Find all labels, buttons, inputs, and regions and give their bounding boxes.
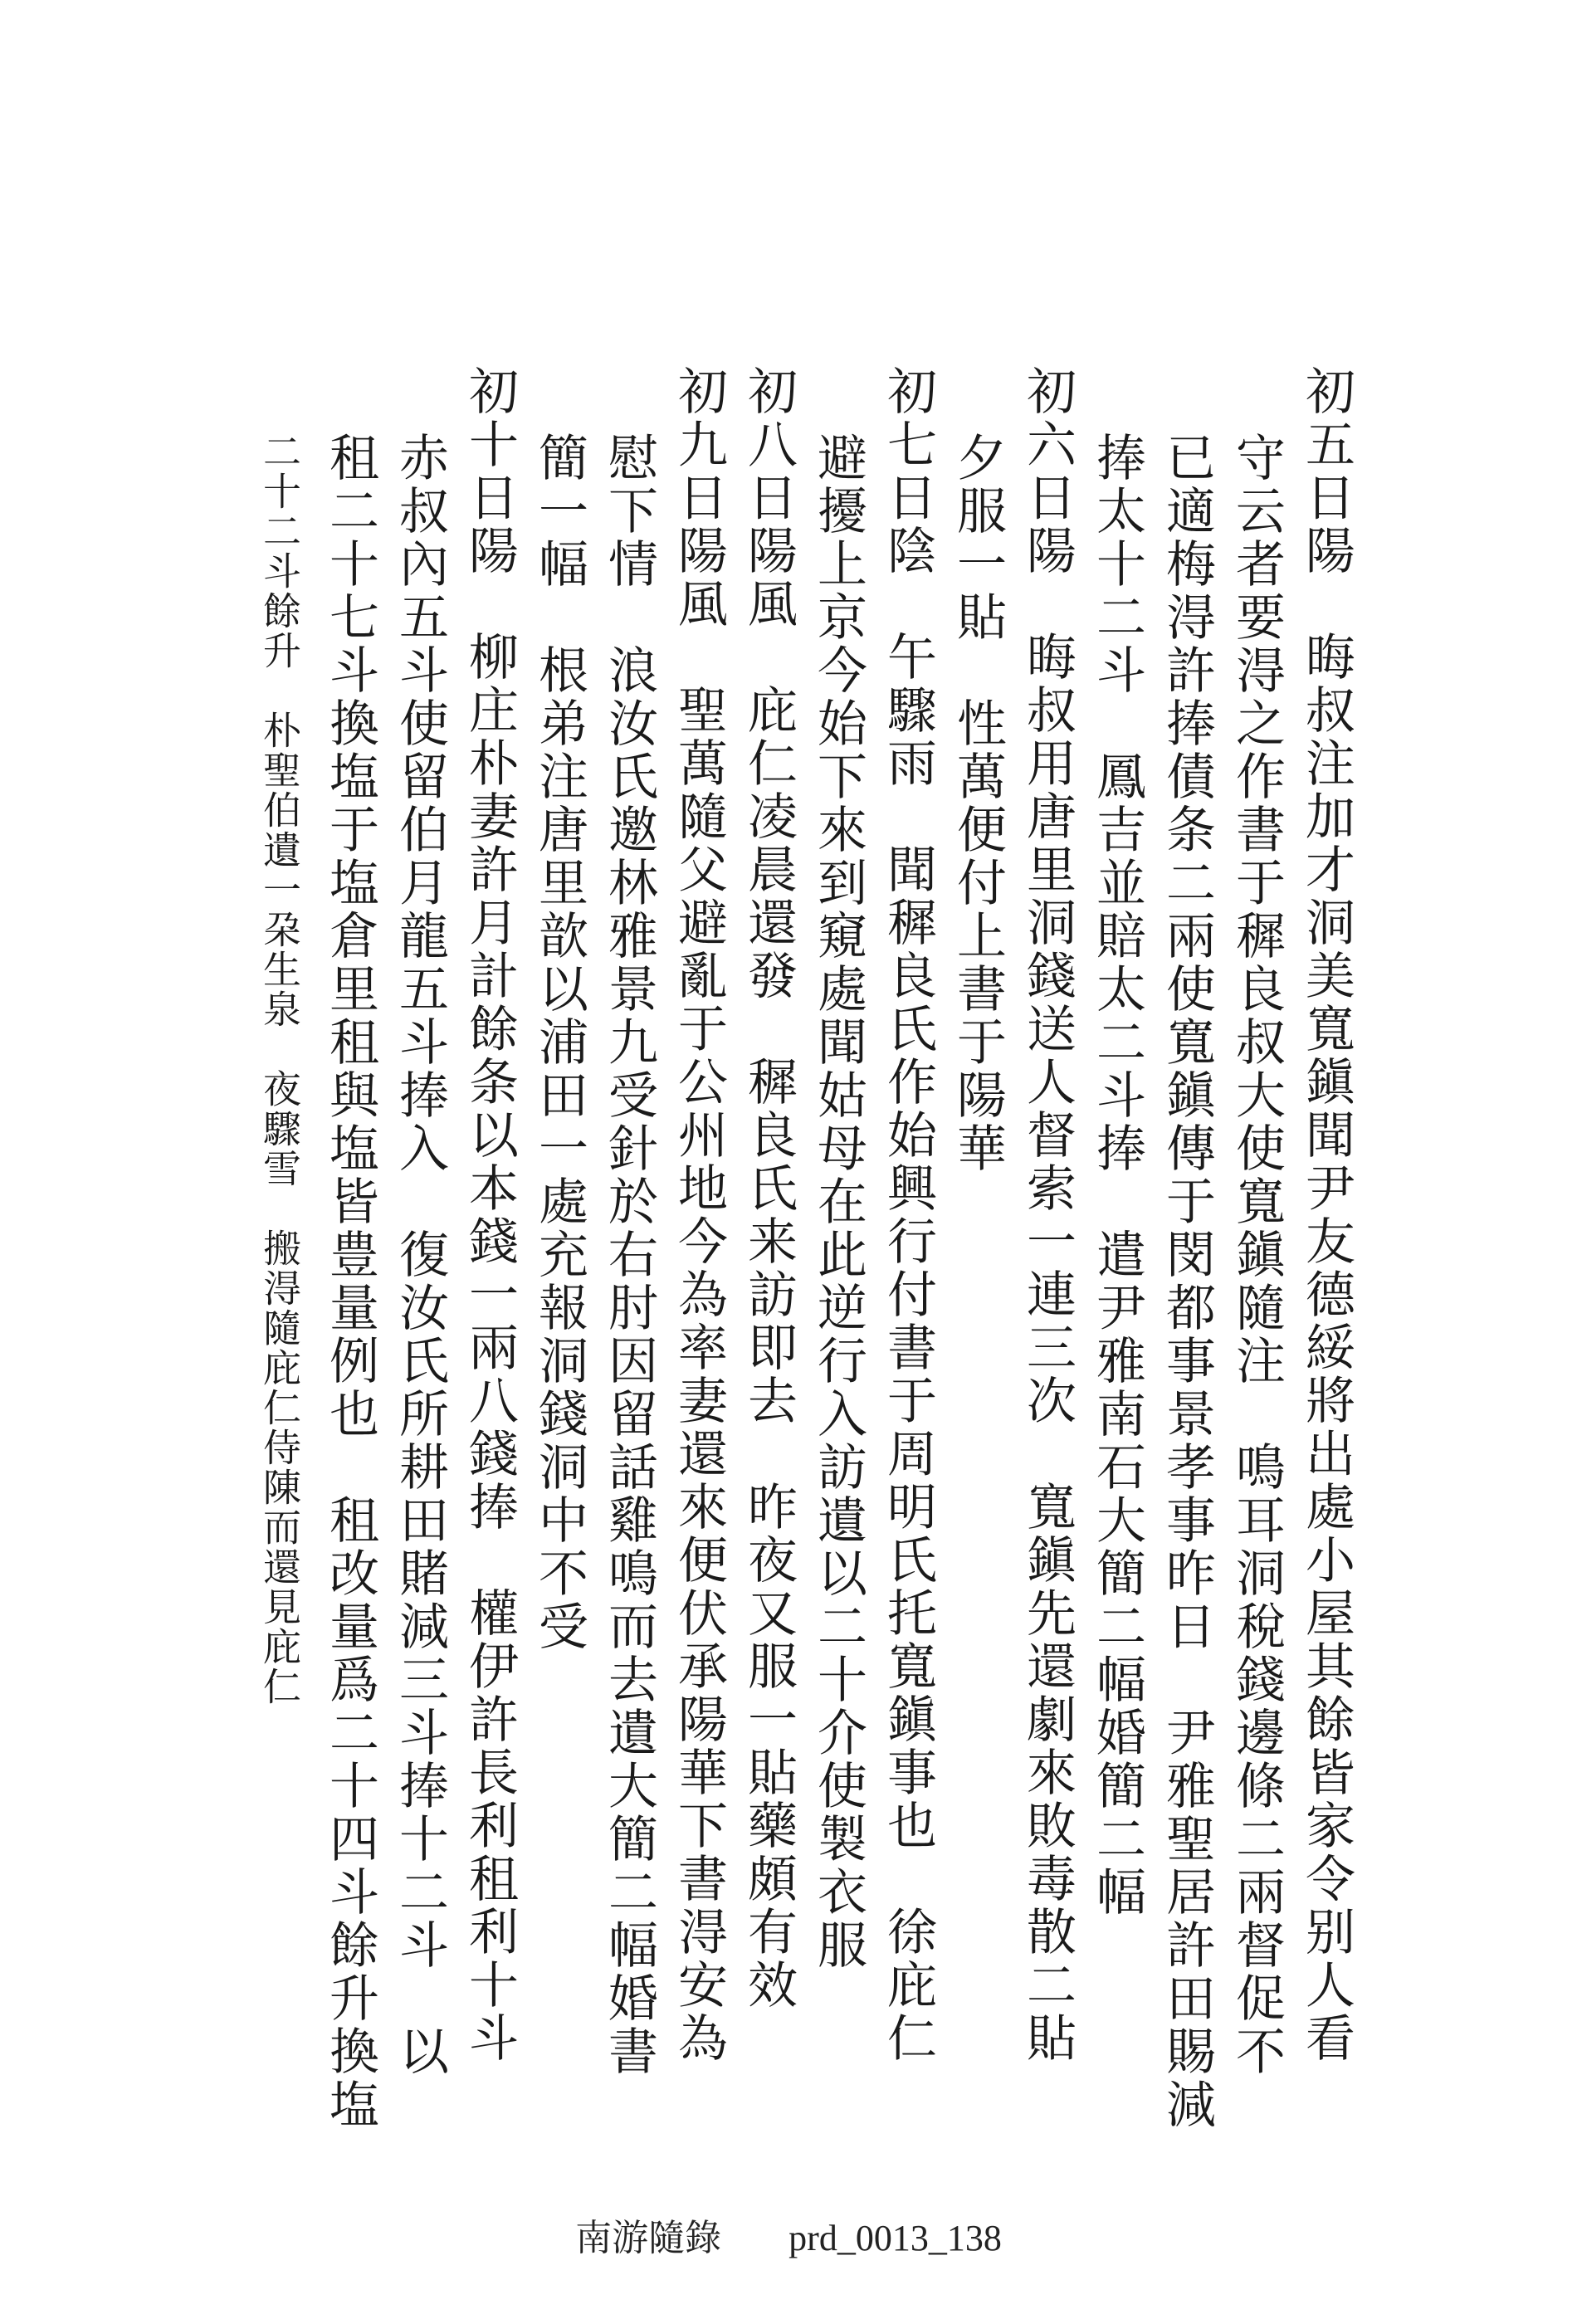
text-column: 租二十七斗換塩于塩倉里租與塩皆豊量例也 租改量爲二十四斗餘升換塩 — [321, 432, 379, 2131]
text-column: 已適梅淂許捧債条二兩使寬鎭傳于閔都事景孝事昨日 尹雅聖居許田賜減 — [1158, 432, 1216, 2131]
page-footer — [0, 2208, 1577, 2261]
text-column: 初十日陽 柳庄朴妻許月計餘条以本錢一兩八錢捧 權伊許長利租利十斗 — [461, 365, 519, 2065]
vertical-text-block — [232, 365, 1361, 2133]
text-column: 初五日陽 晦叔注加才洞美寬鎭聞尹友德綏將出處小屋其餘皆家令别人看 — [1297, 365, 1355, 2065]
text-column: 赤叔內五斗使留伯月龍五斗捧入 復汝氏所耕田賭減三斗捧十二斗 以 — [391, 432, 449, 2078]
text-column: 慰下情 浪汝氏邀林雅景九受針於右肘因留話雞鳴而去遺大簡二幅婚書 — [600, 432, 658, 2078]
text-column: 二十二斗餘升 朴聖伯遺一朶生泉 夜驟雪 搬淂隨庇仁侍陳而還見庇仁 — [257, 432, 302, 1706]
text-column: 夕服一貼 性萬便付上書于陽華 — [949, 432, 1007, 1175]
text-column: 初八日陽風 庇仁凌晨還發 穉良氏来訪即去 昨夜又服一貼藥頗有效 — [740, 365, 798, 2012]
text-column: 初九日陽風 聖萬隨父避亂于公州地今為率妻還來便伏承陽華下書淂安為 — [670, 365, 728, 2065]
text-column: 守云者要淂之作書于穉良叔大使寬鎭隨注 鳴耳洞稅錢邊條二兩督促不 — [1228, 432, 1286, 2078]
document-title: 南游隨錄 — [575, 2218, 722, 2258]
text-column: 避擾上京今始下來到窺處聞姑母在此逆行入訪遺以二十介使製衣服 — [809, 432, 867, 1972]
page-id: prd_0013_138 — [788, 2218, 1002, 2258]
text-column: 簡一幅 根弟注唐里歆以浦田一處充報洞錢洞中不受 — [530, 432, 588, 1653]
text-column: 初六日陽 晦叔用唐里洞錢送人督索一連三次 寬鎭先還劇來敗毒散二貼 — [1018, 365, 1077, 2065]
text-column: 初七日陰 午驟雨 聞穉良氏作始興行付書于周明氏托寬鎭事也 徐庇仁 — [879, 365, 937, 2065]
text-column: 捧太十二斗 鳳吉並賠太二斗捧 遣尹雅南石大簡二幅婚簡二幅 — [1088, 432, 1146, 1919]
